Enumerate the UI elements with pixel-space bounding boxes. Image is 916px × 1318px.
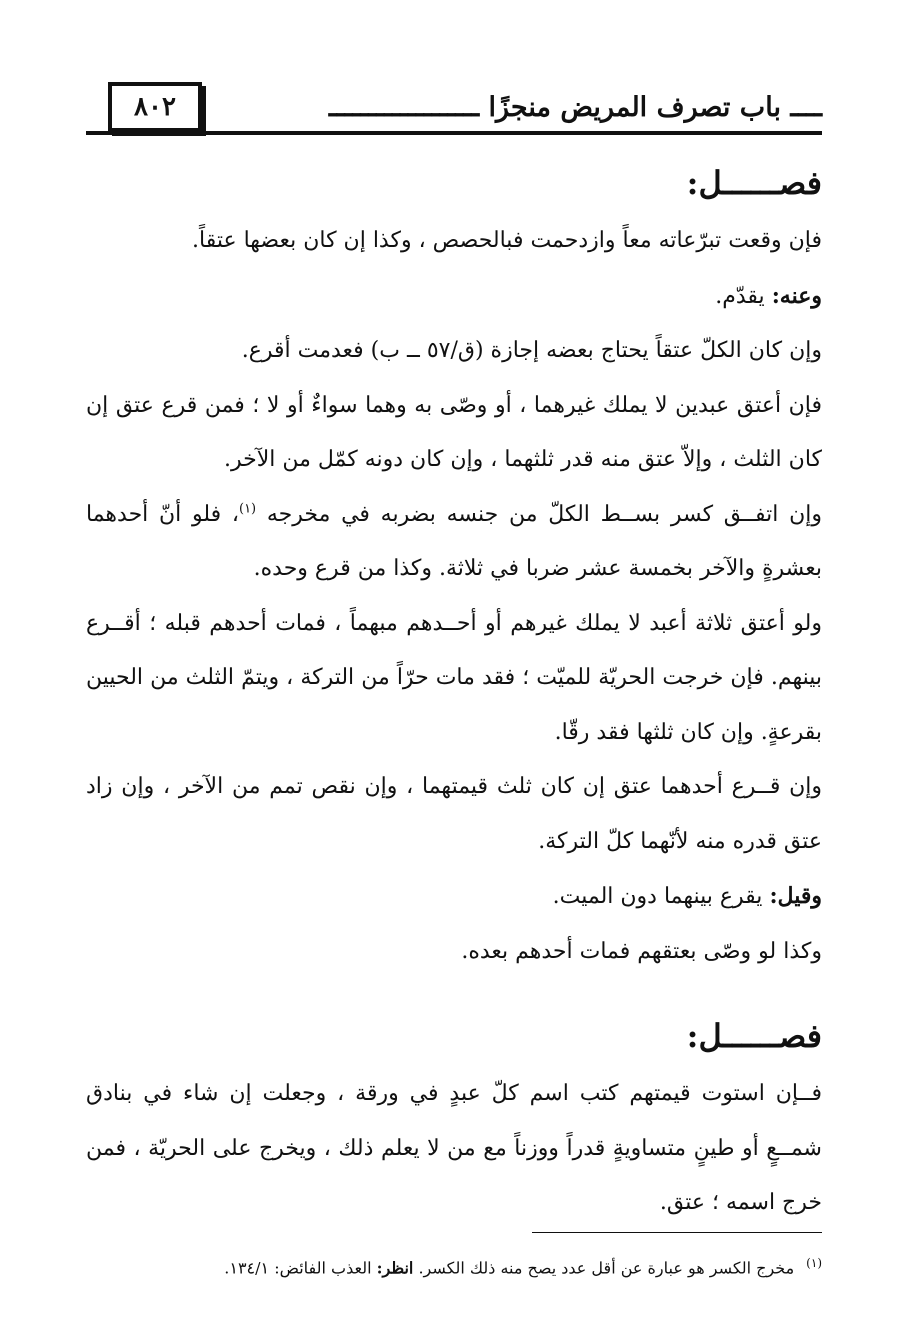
paragraph bbox=[86, 869, 822, 925]
paragraph: وكذا لو وصّى بعتقهم فمات أحدهم بعده. bbox=[461, 938, 822, 964]
page-number: ٨٠٢ bbox=[108, 82, 202, 132]
paragraph bbox=[86, 488, 822, 597]
paragraph: وإن كان الكلّ عتقاً يحتاج بعضه إجازة (ق/٥٧ ــ ب) فعدمت أقرع. bbox=[241, 338, 822, 363]
header-rule bbox=[86, 131, 822, 135]
lead-word: وعنه: bbox=[771, 282, 822, 309]
section-heading: فصــــــل: bbox=[686, 1017, 822, 1055]
footnote-text: مخرج الكسر هو عبارة عن أقل عدد يصح منه ذلك الكسر. bbox=[413, 1258, 795, 1278]
footnote-reference: (١) bbox=[238, 501, 257, 517]
section-1 bbox=[86, 152, 822, 979]
paragraph: وإن قــرع أحدهما عتق إن كان ثلث قيمتهما ، وإن نقص تمم من الآخر ، وإن زاد عتق قدره منه لأنّهما كلّ التركة. bbox=[86, 774, 822, 854]
section-2 bbox=[86, 1005, 822, 1231]
lead-word: وقيل: bbox=[769, 883, 822, 909]
footnote-text: العذب الفائض: ١٣٤/١. bbox=[224, 1258, 377, 1278]
footnote bbox=[86, 1248, 822, 1283]
paragraph-text: يقدّم. bbox=[715, 283, 772, 309]
paragraph: فإن أعتق عبدين لا يملك غيرهما ، أو وصّى به وهما سواءٌ أو لا ؛ فمن قرع عتق إن كان الثلث ، وإلاّ عتق منه قدر ثلثهما ، وإن كان دونه كمّل من الآخر. bbox=[86, 392, 822, 472]
paragraph-text: يقرع بينهما دون الميت. bbox=[552, 884, 770, 909]
paragraph: فــإن استوت قيمتهم كتب اسم كلّ عبدٍ في ورقة ، وجعلت إن شاء في بنادق شمــعٍ أو طينٍ متساويةٍ قدراً ووزناً مع من لا يعلم ذلك ، ويخرج على الحريّة ، فمن خرج اسمه ؛ عتق. bbox=[86, 1081, 822, 1215]
footnote-separator bbox=[532, 1232, 822, 1233]
running-header-title: ــــ باب تصرف المريض منجزًا ـــــــــــــــــــ bbox=[328, 92, 822, 123]
paragraph: فإن وقعت تبرّعاته معاً وازدحمت فبالحصص ، وكذا إن كان بعضها عتقاً. bbox=[192, 228, 822, 253]
paragraph bbox=[86, 269, 822, 325]
footnote-label: انظر: bbox=[376, 1258, 414, 1278]
paragraph-text: وإن اتفــق كسر بســط الكلّ من جنسه بضربه في مخرجه bbox=[256, 501, 823, 527]
section-heading: فصــــــل: bbox=[686, 164, 822, 202]
paragraph: ولو أعتق ثلاثة أعبد لا يملك غيرهم أو أحــدهم مبهماً ، فمات أحدهم قبله ؛ أقــرع بينهم. فإن خرجت الحريّة للميّت ؛ فقد مات حرّاً من التركة ، ويتمّ الثلث من الحيين بقرعةٍ. وإن كان ثلثها فقد رقّا. bbox=[86, 610, 822, 745]
footnote-marker: (١) bbox=[806, 1256, 822, 1270]
paragraph-text: ، فلو أنّ أحدهما بعشرةٍ والآخر بخمسة عشر ضربا في ثلاثة. وكذا من قرع وحده. bbox=[86, 501, 822, 581]
